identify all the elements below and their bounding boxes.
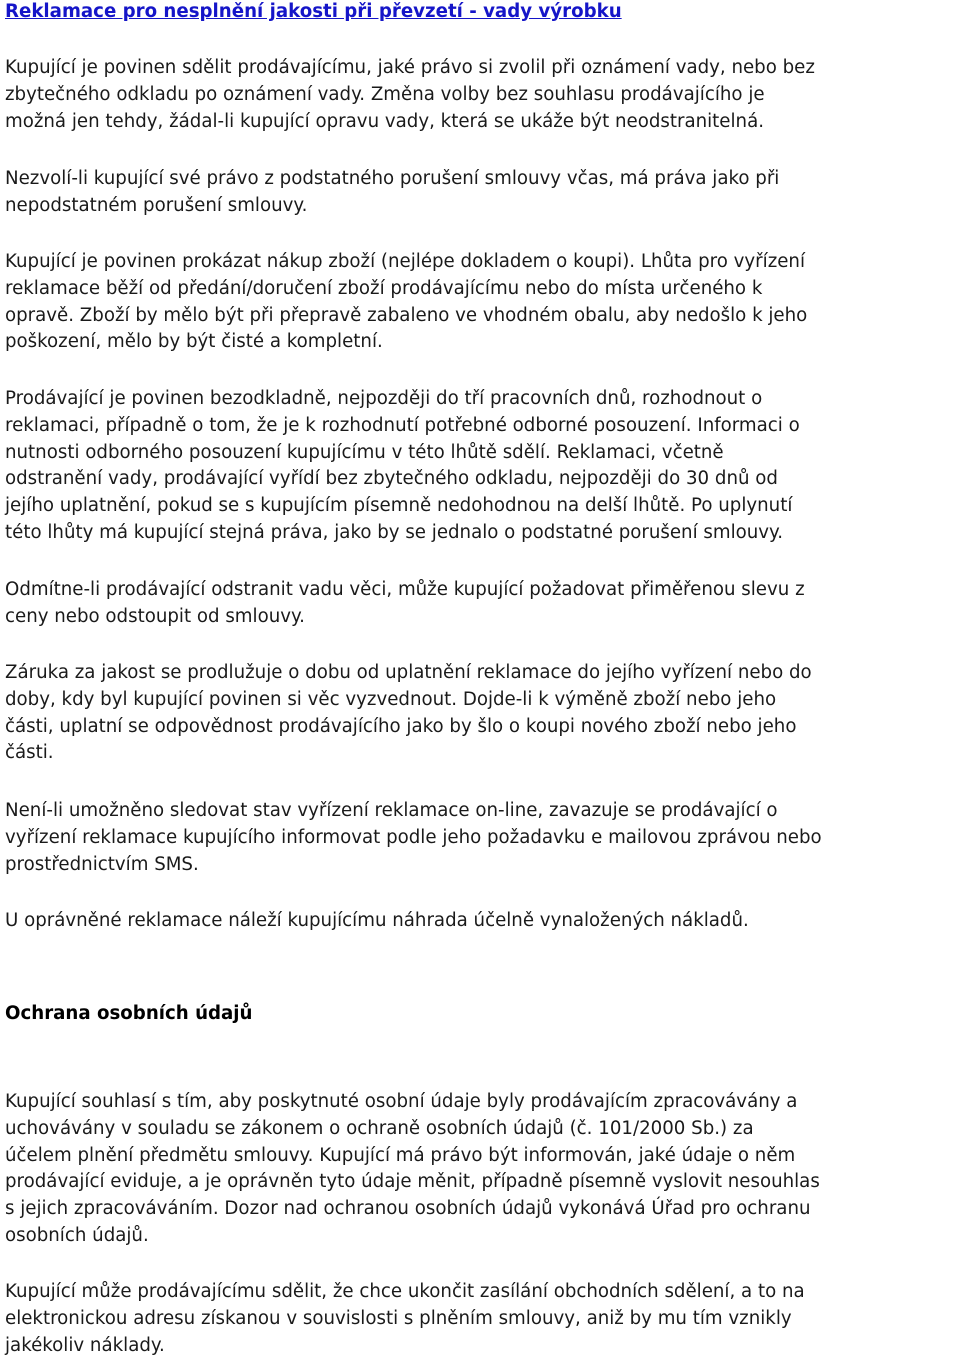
text-line: jejího uplatnění, pokud se s kupujícím písemně nedohodnou na delší lhůtě. Po uplynutí <box>5 495 793 517</box>
text-line: zbytečného odkladu po oznámení vady. Změna volby bez souhlasu prodávajícího je <box>5 83 765 105</box>
text-line: Kupující je povinen sdělit prodávajícímu, jaké právo si zvolil při oznámení vady, nebo bez <box>5 57 815 78</box>
text-line: opravě. Zboží by mělo být při přepravě zabaleno ve vhodném obalu, aby nedošlo k jeho <box>5 304 808 326</box>
paragraph-status-notification <box>5 798 960 878</box>
text-line: Kupující je povinen prokázat nákup zboží (nejlépe dokladem o koupi). Lhůta pro vyřízení <box>5 251 806 272</box>
paragraph-untimely-choice <box>5 166 960 220</box>
text-line: účelem plnění předmětu smlouvy. Kupující má právo být informován, jaké údaje o něm <box>5 1144 796 1166</box>
text-line: možná jen tehdy, žádal-li kupující opravu vady, která se ukáže být neodstranitelná. <box>5 110 765 132</box>
text-line: osobních údajů. <box>5 1224 149 1246</box>
text-line: prodávající eviduje, a je oprávněn tyto údaje měnit, případně písemně vyslovit nesouhlas <box>5 1171 820 1193</box>
text-line: elektronickou adresu získanou v souvislosti s plněním smlouvy, aniž by mu tím vznikly <box>5 1307 792 1329</box>
text-line: poškození, mělo by být čisté a kompletní. <box>5 331 383 353</box>
text-line: s jejich zpracováváním. Dozor nad ochranou osobních údajů vykonává Úřad pro ochranu <box>5 1198 811 1220</box>
text-line: Záruka za jakost se prodlužuje o dobu od uplatnění reklamace do jejího vyřízení nebo do <box>5 662 812 683</box>
text-line: odstranění vady, prodávající vyřídí bez zbytečného odkladu, nejpozději do 30 dnů od <box>5 468 778 490</box>
paragraph-data-consent <box>5 1089 960 1250</box>
text-line: ceny nebo odstoupit od smlouvy. <box>5 605 305 627</box>
text-line: Odmítne-li prodávající odstranit vadu věci, může kupující požadovat přiměřenou slevu z <box>5 579 805 600</box>
text-line: Kupující může prodávajícímu sdělit, že chce ukončit zasílání obchodních sdělení, a to na <box>5 1281 805 1302</box>
text-line: části. <box>5 742 54 764</box>
text-line: doby, kdy byl kupující povinen si věc vyzvednout. Dojde-li k výměně zboží nebo jeho <box>5 688 777 710</box>
text-line: vyřízení reklamace kupujícího informovat podle jeho požadavku e mailovou zprávou nebo <box>5 826 822 848</box>
text-line: Prodávající je povinen bezodkladně, nejpozději do tří pracovních dnů, rozhodnout o <box>5 388 763 409</box>
paragraph-seller-decision <box>5 386 960 547</box>
text-line: reklamaci, případně o tom, že je k rozhodnutí potřebné odborné posouzení. Informaci o <box>5 414 800 436</box>
text-line: této lhůty má kupující stejná práva, jako by se jednalo o podstatné porušení smlouvy. <box>5 521 784 543</box>
text-line: prostřednictvím SMS. <box>5 853 199 875</box>
heading-complaints-link[interactable]: Reklamace pro nesplnění jakosti při převzetí - vady výrobku <box>5 1 622 22</box>
text-line: uchovávány v souladu se zákonem o ochraně osobních údajů (č. 101/2000 Sb.) za <box>5 1117 754 1139</box>
text-line: reklamace běží od předání/doručení zboží prodávajícímu nebo do místa určeného k <box>5 277 763 299</box>
text-line: nutnosti odborného posouzení kupujícímu v této lhůtě sdělí. Reklamaci, včetně <box>5 441 724 463</box>
text-line: Nezvolí-li kupující své právo z podstatného porušení smlouvy včas, má práva jako při <box>5 168 780 189</box>
text-line: jakékoliv náklady. <box>5 1334 165 1356</box>
paragraph-refusal-discount <box>5 577 960 631</box>
paragraph-cost-reimbursement <box>5 908 960 935</box>
paragraph-choice-of-right <box>5 55 960 135</box>
paragraph-unsubscribe <box>5 1279 960 1359</box>
paragraph-warranty-extension <box>5 660 960 767</box>
text-line: nepodstatném porušení smlouvy. <box>5 194 308 216</box>
text-line: Není-li umožněno sledovat stav vyřízení reklamace on-line, zavazuje se prodávající o <box>5 800 778 821</box>
text-line: U oprávněné reklamace náleží kupujícímu náhrada účelně vynaložených nákladů. <box>5 910 749 931</box>
text-line: části, uplatní se odpovědnost prodávajícího jako by šlo o koupi nového zboží nebo jeho <box>5 715 797 737</box>
heading-personal-data: Ochrana osobních údajů <box>5 1003 253 1024</box>
paragraph-proof-of-purchase <box>5 249 960 356</box>
text-line: Kupující souhlasí s tím, aby poskytnuté osobní údaje byly prodávajícím zpracovávány a <box>5 1091 798 1112</box>
